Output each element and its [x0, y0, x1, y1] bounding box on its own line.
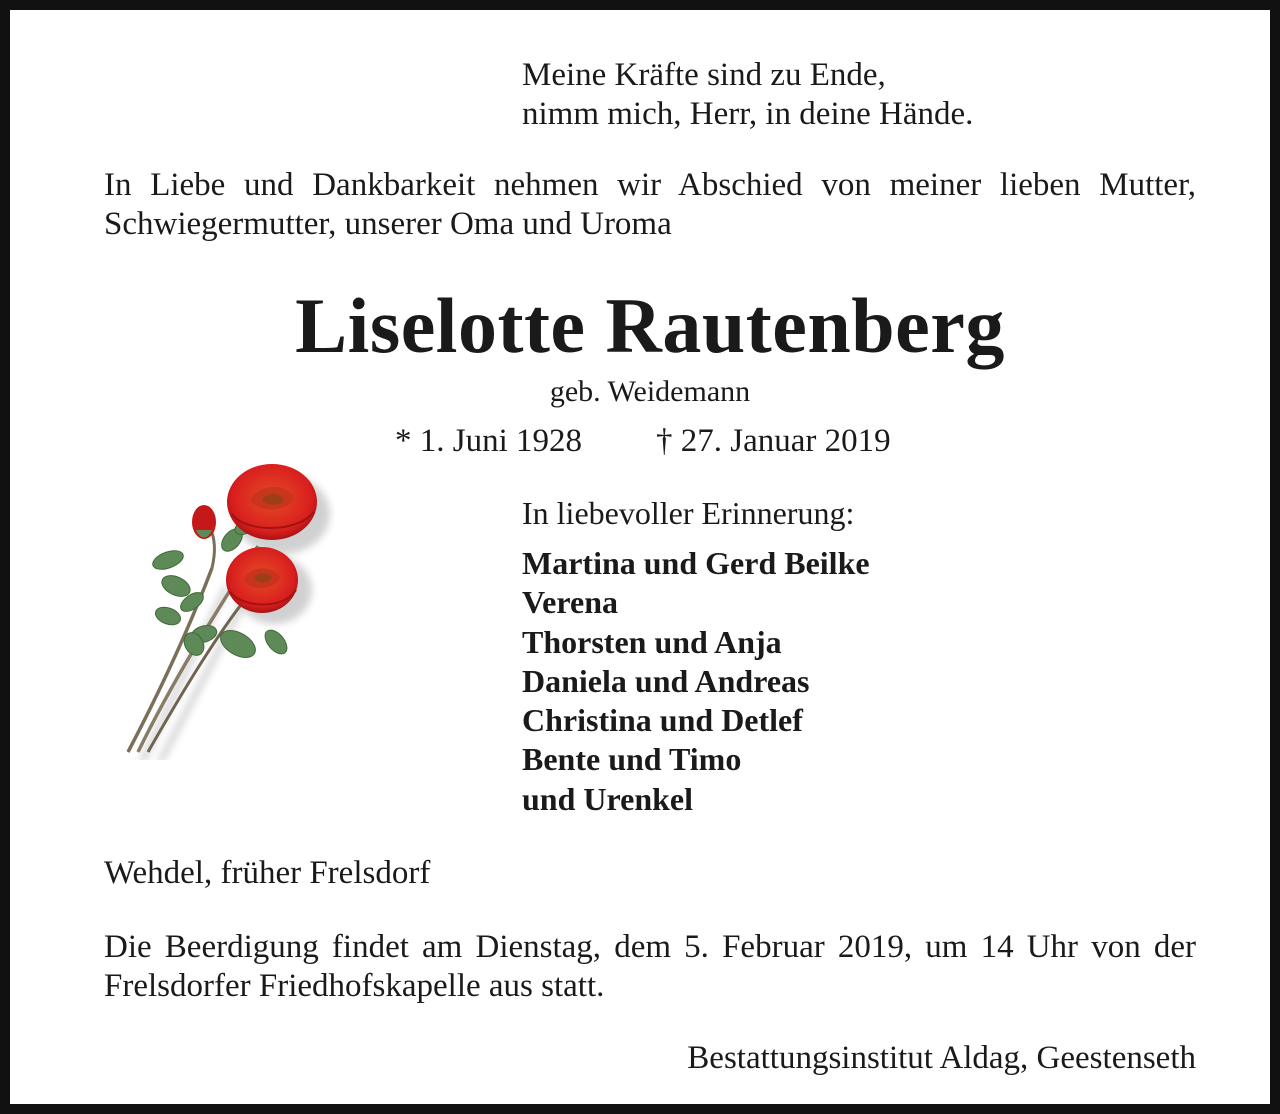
funeral-home: Bestattungsinstitut Aldag, Geestenseth	[687, 1040, 1196, 1076]
intro-line-1: In Liebe und Dankbarkeit nehmen wir Abschied von meiner lieben Mutter,	[104, 167, 1196, 203]
death-date: † 27. Januar 2019	[656, 423, 891, 459]
mourner-item: Bente und Timo	[522, 741, 742, 778]
red-roses-illustration	[120, 456, 335, 760]
mourner-item: und Urenkel	[522, 780, 694, 817]
maiden-name: geb. Weidemann	[549, 375, 751, 408]
mourner-item: Christina und Detlef	[522, 702, 803, 739]
verse-line-1: Meine Kräfte sind zu Ende,	[522, 57, 886, 93]
mourner-item: Verena	[522, 584, 618, 621]
verse-line-2: nimm mich, Herr, in deine Hände.	[522, 96, 974, 132]
birth-date: * 1. Juni 1928	[395, 423, 583, 459]
mourner-item: Thorsten und Anja	[522, 623, 782, 660]
memory-heading: In liebevoller Erinnerung:	[522, 495, 855, 531]
intro-line-2: Schwiegermutter, unserer Oma und Uroma	[104, 206, 672, 242]
place-of-residence: Wehdel, früher Frelsdorf	[104, 855, 431, 891]
farewell-intro	[104, 166, 1196, 244]
mourner-item: Daniela und Andreas	[522, 662, 810, 699]
funeral-announcement	[104, 928, 1196, 1006]
bible-verse	[522, 56, 973, 134]
deceased-name: Liselotte Rautenberg	[295, 282, 1005, 369]
funeral-line-1: Die Beerdigung findet am Dienstag, dem 5. Februar 2019, um 14 Uhr von der	[104, 929, 1196, 965]
mourners-list	[522, 544, 870, 819]
funeral-line-2: Frelsdorfer Friedhofskapelle aus statt.	[104, 968, 605, 1004]
mourner-item: Martina und Gerd Beilke	[522, 545, 870, 581]
